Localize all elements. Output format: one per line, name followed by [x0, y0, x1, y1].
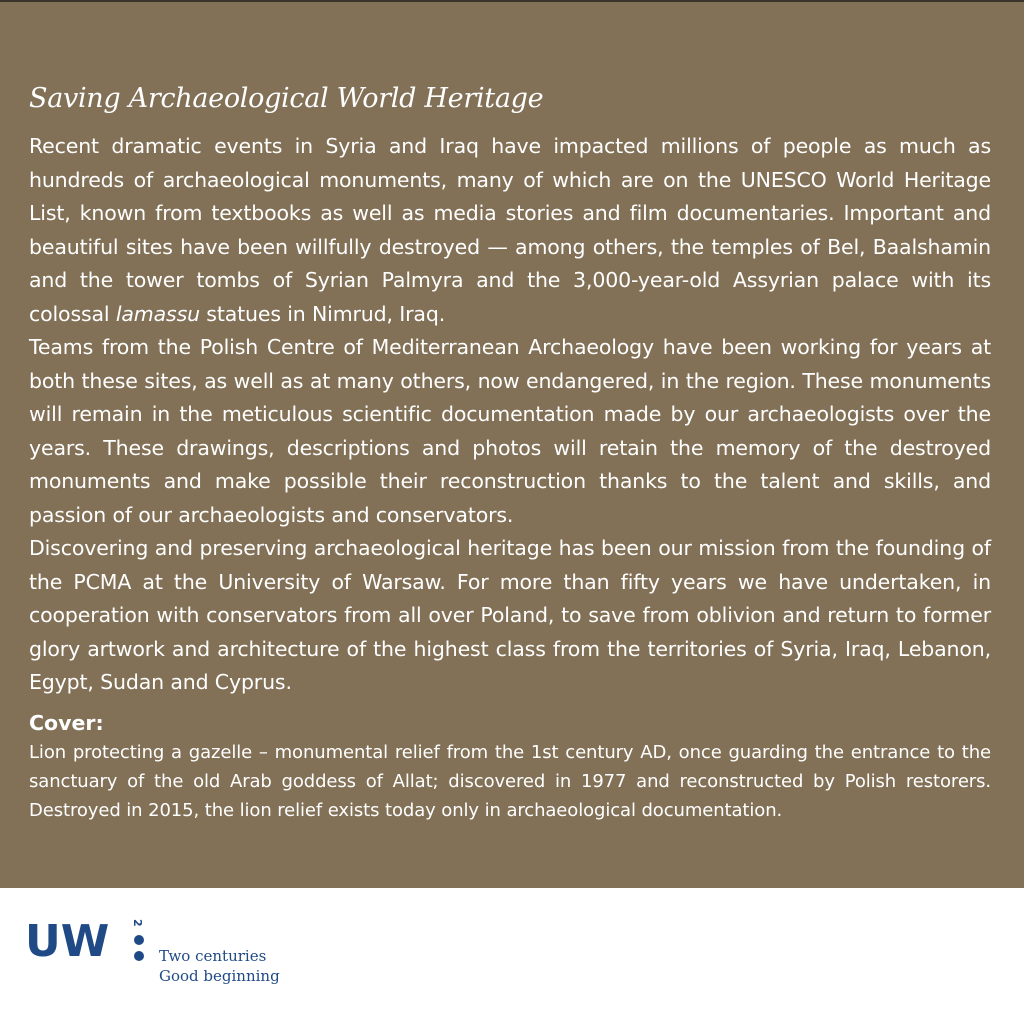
- article: [29, 74, 991, 825]
- svg-text:2: 2: [131, 919, 144, 927]
- uw-logo: [25, 912, 305, 992]
- logo-tagline: [159, 946, 280, 986]
- paragraph-1-emphasis: lamassu: [115, 301, 200, 326]
- logo-tagline-line2: Good beginning: [159, 967, 280, 985]
- cover-caption: Lion protecting a gazelle – monumental relief from the 1st century AD, once guarding the entrance to the sanctuary of the old Arab goddess of Allat; discovered in 1977 and reconstructed by Polish restorers. Destroyed in 2015, the lion relief exists today only in archaeological documentation.: [29, 741, 991, 821]
- logo-dots-icon: [129, 912, 153, 972]
- footer: [0, 888, 1024, 1024]
- paragraph-1: [29, 130, 991, 331]
- paragraph-1-text-end: statues in Nimrud, Iraq.: [199, 301, 446, 326]
- paragraph-3: Discovering and preserving archaeological heritage has been our mission from the founding of the PCMA at the University of Warsaw. For more than fifty years we have undertaken, in cooperation with conservators from all over Poland, to save from oblivion and return to former glory artwork and architecture of the highest class from the territories of Syria, Iraq, Lebanon, Egypt, Sudan and Cyprus.: [29, 536, 991, 694]
- cover-heading: Cover:: [29, 710, 104, 735]
- logo-mark: UW: [25, 916, 110, 967]
- paragraph-1-text: Recent dramatic events in Syria and Iraq have impacted millions of people as much as hundreds of archaeological monuments, many of which are on the UNESCO World Heritage List, known from textbooks as well as media stories and film documentaries. Important and beautiful sites have been willfully destroyed — among others, the temples of Bel, Baalshamin and the tower tombs of Syrian Palmyra and the 3,000-year-old Assyrian palace with its colossal: [29, 134, 991, 326]
- logo-tagline-line1: Two centuries: [159, 947, 267, 965]
- page-title: Saving Archaeological World Heritage: [29, 83, 544, 114]
- paragraph-2: Teams from the Polish Centre of Mediterranean Archaeology have been working for years at both these sites, as well as at many others, now endangered, in the region. These monuments will remain in the meticulous scientific documentation made by our archaeologists over the years. These drawings, descriptions and photos will retain the memory of the destroyed monuments and make possible their reconstruction thanks to the talent and skills, and passion of our archaeologists and conservators.: [29, 335, 991, 527]
